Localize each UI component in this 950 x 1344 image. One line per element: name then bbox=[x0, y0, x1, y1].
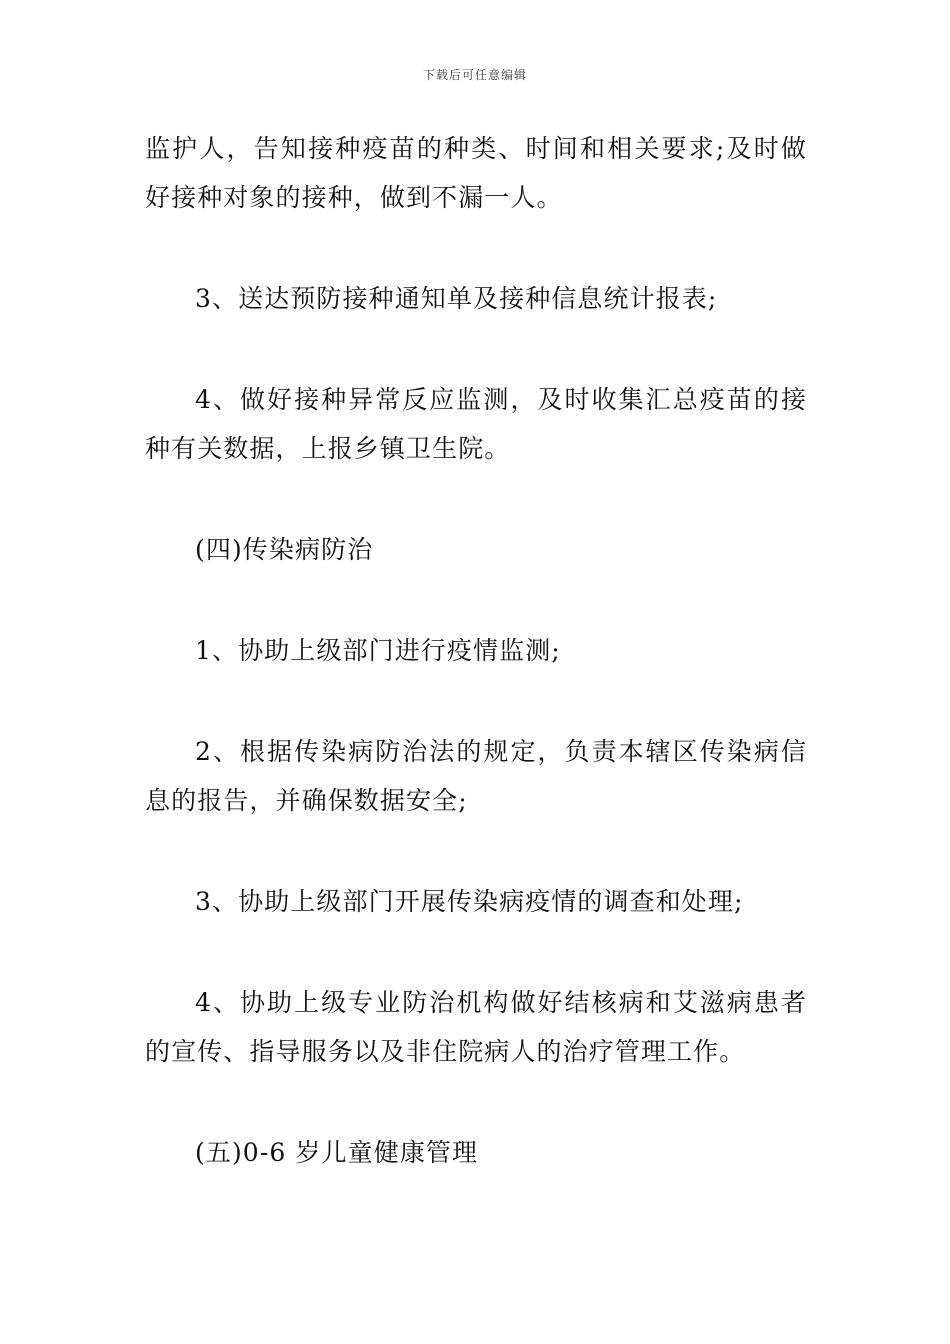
section-heading: (五)0-6 岁儿童健康管理 bbox=[195, 1138, 479, 1167]
paragraph: 4、协助上级专业防治机构做好结核病和艾滋病患者的宣传、指导服务以及非住院病人的治疗管理工作。 bbox=[145, 988, 807, 1066]
paragraph: 3、协助上级部门开展传染病疫情的调查和处理; bbox=[195, 887, 744, 916]
paragraph: 4、做好接种异常反应监测，及时收集汇总疫苗的接种有关数据，上报乡镇卫生院。 bbox=[145, 385, 807, 463]
section-heading: (四)传染病防治 bbox=[195, 535, 374, 564]
paragraph: 3、送达预防接种通知单及接种信息统计报表; bbox=[195, 284, 718, 313]
paragraph: 监护人，告知接种疫苗的种类、时间和相关要求;及时做好接种对象的接种，做到不漏一人。 bbox=[145, 134, 807, 212]
paragraph: 1、协助上级部门进行疫情监测; bbox=[195, 636, 561, 665]
document-body bbox=[145, 124, 807, 1229]
header-note: 下载后可任意编辑 bbox=[422, 68, 527, 82]
paragraph: 2、根据传染病防治法的规定，负责本辖区传染病信息的报告，并确保数据安全; bbox=[145, 737, 807, 815]
